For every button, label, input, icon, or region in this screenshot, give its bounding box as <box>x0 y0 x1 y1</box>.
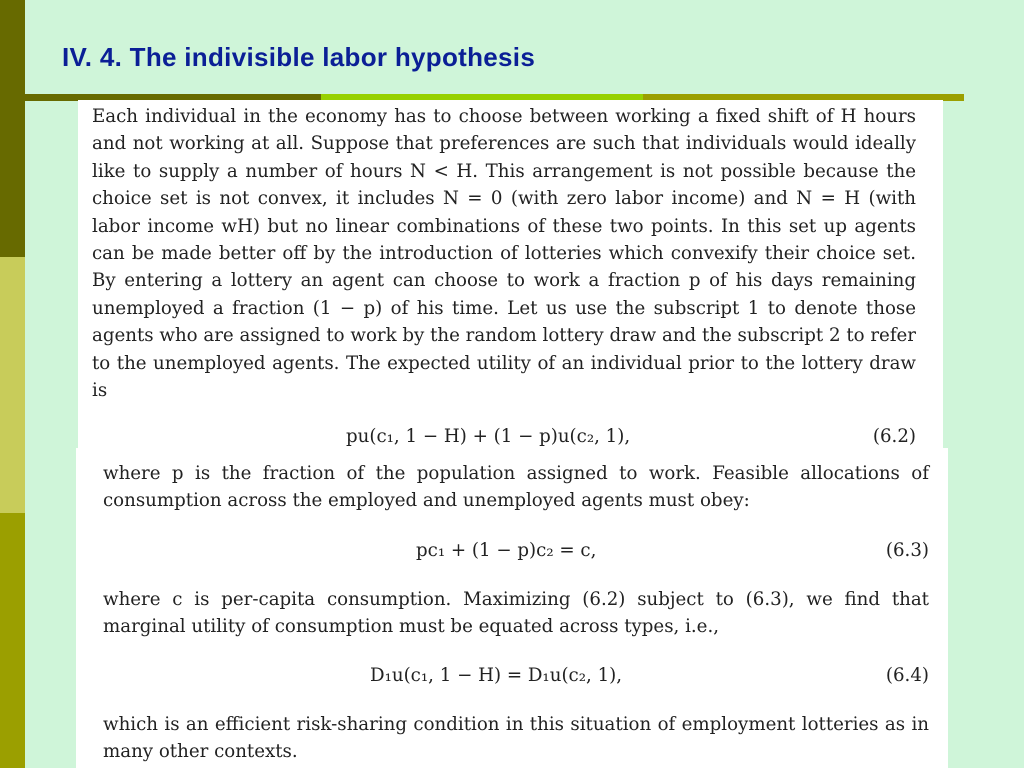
excerpt-2-paragraph-1: where p is the fraction of the population assigned to work. Feasible allocations of consumption across the employed and unemployed agents must obey: <box>103 463 929 512</box>
equation-6-3-math: pc₁ + (1 − p)c₂ = c, <box>416 540 597 561</box>
equation-6-2-math: pu(c₁, 1 − H) + (1 − p)u(c₂, 1), <box>346 426 631 447</box>
equation-6-4-number: (6.4) <box>885 665 929 686</box>
slide-title: IV. 4. The indivisible labor hypothesis <box>62 42 536 72</box>
equation-6-2-number: (6.2) <box>872 426 916 447</box>
sidebar-band-bottom <box>0 513 25 768</box>
equation-6-4-math: D₁u(c₁, 1 − H) = D₁u(c₂, 1), <box>370 665 623 686</box>
text-excerpt-2 <box>76 448 948 768</box>
sidebar-band-middle <box>0 257 25 513</box>
excerpt-1-paragraph: Each individual in the economy has to choose between working a fixed shift of H hours and not working at all. Suppose that preferences are such that individuals would ideally like to supply a number of hours N < H. This arrangement is not possible because the choice set is not convex, it includes N = 0 (with zero labor income) and N = H (with labor income wH) but no linear combinations of these two points. In this set up agents can be made better off by the introduction of lotteries which convexify their choice set. By entering a lottery an agent can choose to work a fraction p of his days remaining unemployed a fraction (1 − p) of his time. Let us use the subscript 1 to denote those agents who are assigned to work by the random lottery draw and the subscript 2 to refer to the unemployed agents. The expected utility of an individual prior to the lottery draw is <box>92 106 917 402</box>
text-excerpt-1 <box>78 100 943 448</box>
sidebar-band-top <box>0 0 25 257</box>
excerpt-2-paragraph-3: which is an efficient risk-sharing condition in this situation of employment lotteries as in many other contexts. <box>103 714 929 763</box>
excerpt-2-paragraph-2: where c is per-capita consumption. Maximizing (6.2) subject to (6.3), we find that marginal utility of consumption must be equated across types, i.e., <box>103 589 929 638</box>
equation-6-3-number: (6.3) <box>885 540 929 561</box>
